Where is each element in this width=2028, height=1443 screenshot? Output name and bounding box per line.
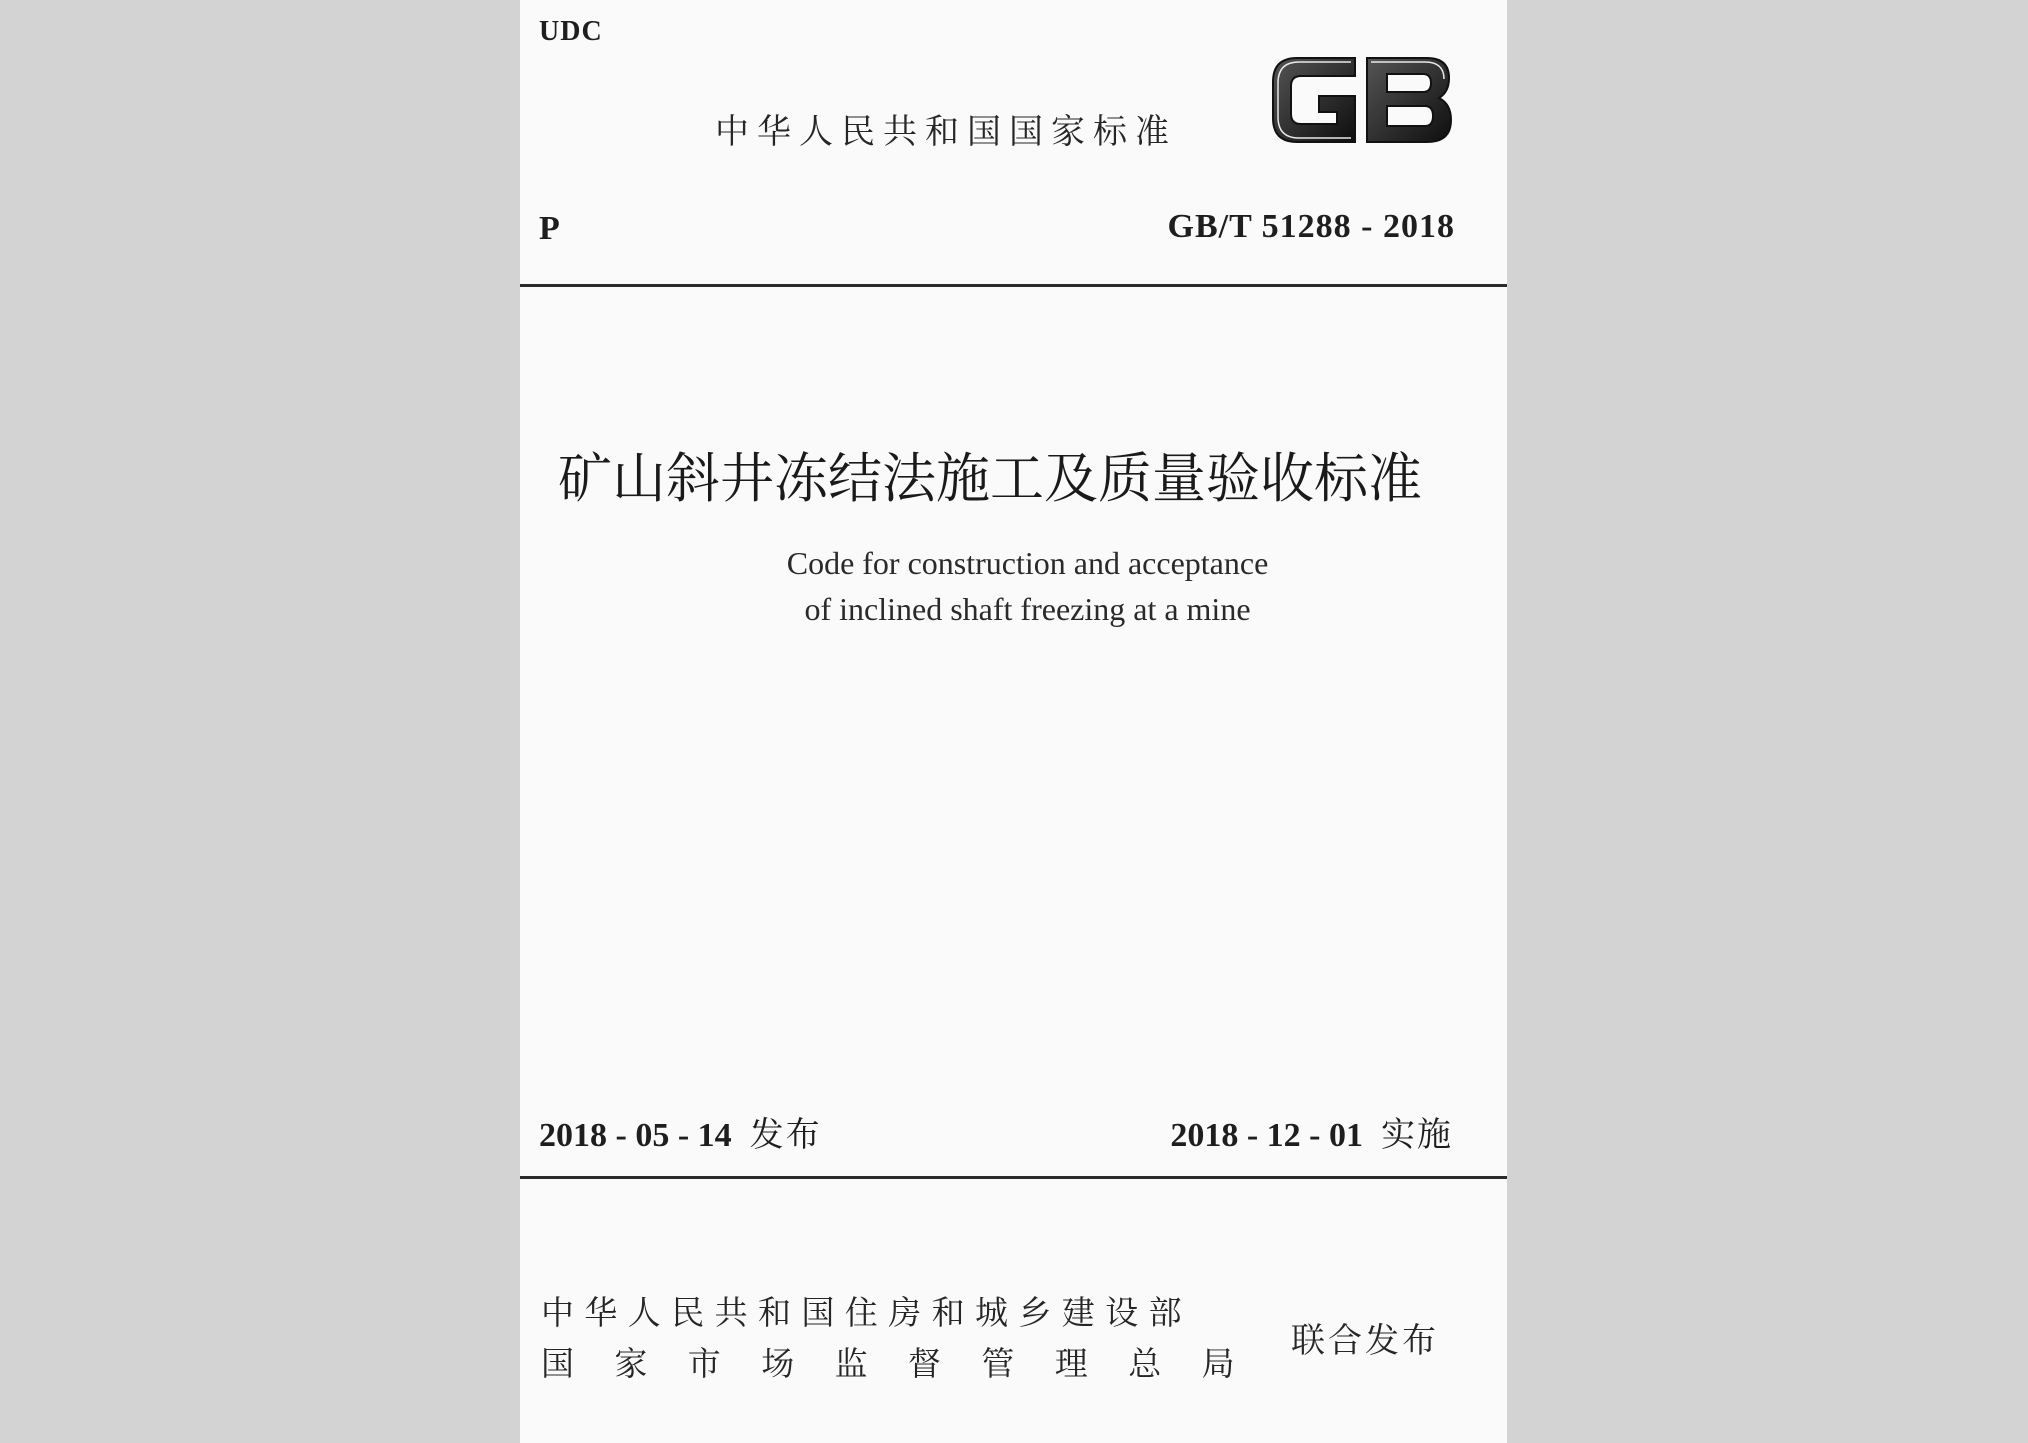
- cover-page: [520, 0, 1507, 1443]
- joint-issue-label: 联合发布: [1291, 1321, 1439, 1361]
- issue-date-block: [539, 1107, 822, 1156]
- gb-logo-icon: [1267, 52, 1457, 148]
- issue-word: 发布: [749, 1115, 822, 1155]
- standard-number: GB/T 51288 - 2018: [1167, 208, 1455, 245]
- title-english-line-1: Code for construction and acceptance: [786, 545, 1269, 581]
- issue-date: 2018 - 05 - 14: [539, 1117, 732, 1154]
- implement-date: 2018 - 12 - 01: [1170, 1117, 1363, 1154]
- classification-code: P: [539, 210, 560, 247]
- issuer-line-1: 中华人民共和国住房和城乡建设部: [541, 1293, 1192, 1332]
- title-english: [520, 540, 1507, 632]
- issuer-line-2: 国家市场监督管理总局: [541, 1344, 1275, 1383]
- udc-label: UDC: [539, 16, 603, 47]
- implement-word: 实施: [1381, 1115, 1453, 1155]
- implement-date-block: [1170, 1107, 1453, 1156]
- national-standard-heading: 中华人民共和国国家标准: [715, 112, 1177, 152]
- title-english-line-2: of inclined shaft freezing at a mine: [804, 591, 1251, 627]
- top-divider: [520, 284, 1507, 287]
- title-chinese: 矿山斜井冻结法施工及质量验收标准: [558, 447, 1422, 510]
- bottom-divider: [520, 1176, 1507, 1179]
